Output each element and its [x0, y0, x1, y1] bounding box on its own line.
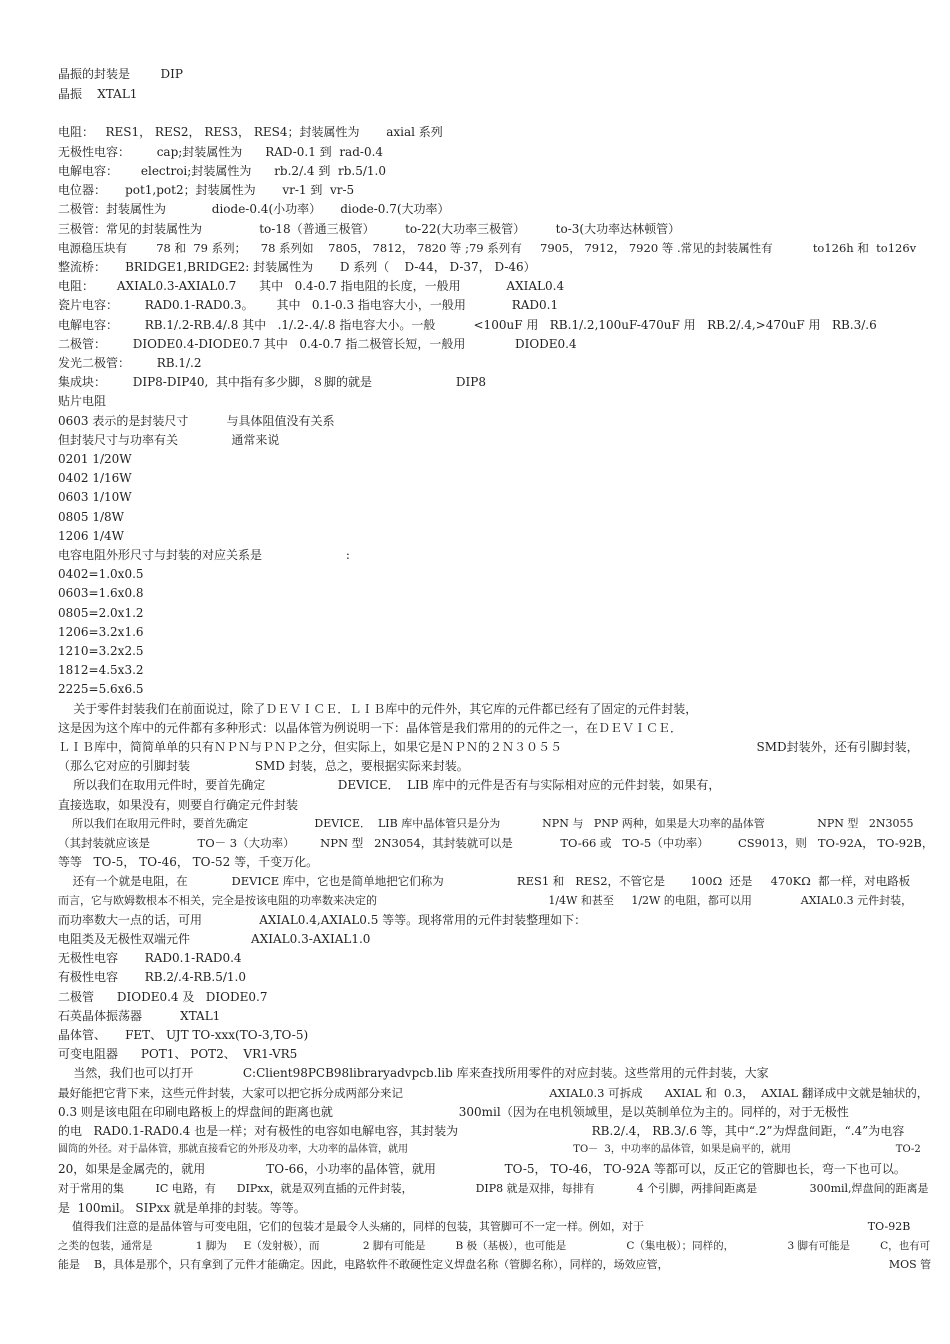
text-line: 可变电阻器 POT1、 POT2、 VR1-VR5	[58, 1047, 298, 1061]
text-line: 关于零件封装我们在前面说过，除了ＤＥＶＩＣＥ．ＬＩＢ库中的元件外，其它库的元件都已经有了固定的元件封装，	[58, 702, 698, 716]
text-line: 0603 1/10W	[58, 490, 132, 504]
text-line: 电位器： pot1,pot2；封装属性为 vr-1 到 vr-5	[58, 183, 355, 197]
text-line: 无极性电容 RAD0.1-RAD0.4	[58, 951, 242, 965]
text-line: 电容电阻外形尺寸与封装的对应关系是 :	[58, 548, 350, 562]
text-line: 0805 1/8W	[58, 510, 124, 524]
text-line: 直接选取，如果没有，则要自行确定元件封装	[58, 798, 299, 812]
text-line: 晶振 XTAL1	[58, 87, 138, 101]
text-line: 二极管 DIODE0.4 及 DIODE0.7	[58, 990, 268, 1004]
text-line: 二极管：封装属性为 diode-0.4(小功率） diode-0.7(大功率）	[58, 202, 450, 216]
text-line: 晶振的封装是 DIP	[58, 67, 183, 81]
text-line: 的电 RAD0.1-RAD0.4 也是一样；对有极性的电容如电解电容，其封装为 RB.2/.4， RB.3/.6 等，其中“.2”为焊盘间距，“.4”为电容	[58, 1124, 905, 1138]
text-line: 还有一个就是电阻，在 DEVICE 库中，它也是简单地把它们称为 RES1 和 RES2，不管它是 100Ω 还是 470KΩ 都一样，对电路板	[58, 874, 911, 888]
text-line: 1206=3.2x1.6	[58, 625, 144, 639]
text-line: 0201 1/20W	[58, 452, 132, 466]
text-line: 无极性电容： cap;封装属性为 RAD-0.1 到 rad-0.4	[58, 145, 384, 159]
text-line: 整流桥： BRIDGE1,BRIDGE2: 封装属性为 D 系列（ D-44， D-37， D-46）	[58, 260, 536, 274]
text-line: 电阻类及无极性双端元件 AXIAL0.3-AXIAL1.0	[58, 932, 371, 946]
text-line: 0.3 则是该电阻在印刷电路板上的焊盘间的距离也就 300mil（因为在电机领域里，是以英制单位为主的。同样的，对于无极性	[58, 1105, 849, 1119]
text-line: 圆筒的外径。对于晶体管，那就直接看它的外形及功率，大功率的晶体管，就用 TO－ 3，中功率的晶体管，如果是扁平的，就用 TO-2	[58, 1144, 921, 1155]
text-line: 对于常用的集 IC 电路，有 DIPxx，就是双列直插的元件封装， DIP8 就是双排，每排有 4 个引脚，两排间距离是 300mil,焊盘间的距离是	[58, 1182, 929, 1195]
text-line: 集成块： DIP8-DIP40, 其中指有多少脚，８脚的就是 DIP8	[58, 375, 486, 389]
text-line: 所以我们在取用元件时，要首先确定 DEVICE． LIB 库中的元件是否有与实际相对应的元件封装，如果有，	[58, 778, 721, 792]
text-line: 0805=2.0x1.2	[58, 606, 144, 620]
text-line: 0603=1.6x0.8	[58, 586, 144, 600]
text-line: 有极性电容 RB.2/.4-RB.5/1.0	[58, 970, 246, 984]
text-line: （其封装就应该是 TO－ 3（大功率） NPN 型 2N3054，其封装就可以是 TO-66 或 TO-5（中功率） CS9013，则 TO-92A， TO-92B，	[58, 836, 934, 850]
text-line: 电源稳压块有 78 和 79 系列； 78 系列如 7805， 7812， 7820 等 ;79 系列有 7905， 7912， 7920 等 .常见的封装属性有 to126h 和 to126v	[58, 241, 917, 255]
text-line: 值得我们注意的是晶体管与可变电阻，它们的包装才是最令人头痛的，同样的包装，其管脚可不一定一样。例如，对于 TO-92B	[58, 1220, 911, 1233]
text-line: 二极管： DIODE0.4-DIODE0.7 其中 0.4-0.7 指二极管长短，一般用 DIODE0.4	[58, 337, 577, 351]
text-line: 电阻： AXIAL0.3-AXIAL0.7 其中 0.4-0.7 指电阻的长度，一般用 AXIAL0.4	[58, 279, 565, 293]
text-line: 瓷片电容： RAD0.1-RAD0.3。 其中 0.1-0.3 指电容大小，一般用 RAD0.1	[58, 298, 559, 312]
text-line: 石英晶体振荡器 XTAL1	[58, 1009, 221, 1023]
text-line: 0603 表示的是封装尺寸 与具体阻值没有关系	[58, 414, 335, 428]
text-line: ＬＩＢ库中，简简单单的只有ＮＰＮ与ＰＮＰ之分，但实际上，如果它是ＮＰＮ的２Ｎ３０５５ SMD封装外，还有引脚封装，	[58, 740, 919, 754]
text-line: 而功率数大一点的话，可用 AXIAL0.4,AXIAL0.5 等等。现将常用的元件封装整理如下：	[58, 913, 587, 927]
text-line: 20，如果是金属壳的，就用 TO-66，小功率的晶体管，就用 TO-5， TO-46， TO-92A 等都可以，反正它的管脚也长，弯一下也可以。	[58, 1162, 906, 1176]
text-line: 而言，它与欧姆数根本不相关，完全是按该电阻的功率数来决定的 1/4W 和甚至 1/2W 的电阻，都可以用 AXIAL0.3 元件封装，	[58, 894, 913, 907]
text-line: 1210=3.2x2.5	[58, 644, 144, 658]
text-line: 三极管：常见的封装属性为 to-18（普通三极管） to-22(大功率三极管） to-3(大功率达林顿管）	[58, 222, 681, 236]
text-line: 这是因为这个库中的元件都有多种形式：以晶体管为例说明一下：晶体管是我们常用的的元件之一，在ＤＥＶＩＣＥ．	[58, 721, 683, 735]
text-line: 晶体管、 FET、 UJT TO-xxx(TO-3,TO-5)	[58, 1028, 309, 1042]
text-line: 当然，我们也可以打开 C:Client98PCB98libraryadvpcb.lib 库来查找所用零件的对应封装。这些常用的元件封装，大家	[58, 1066, 769, 1080]
text-line: 是 100mil。 SIPxx 就是单排的封装。等等。	[58, 1201, 306, 1215]
text-line: 1206 1/4W	[58, 529, 124, 543]
text-line: 电解电容： RB.1/.2-RB.4/.8 其中 .1/.2-.4/.8 指电容大小。一般 <100uF 用 RB.1/.2,100uF-470uF 用 RB.2/.4,>470uF 用 RB.3/.6	[58, 318, 877, 332]
text-line: 等等 TO-5， TO-46， TO-52 等，千变万化。	[58, 855, 319, 869]
text-line: 电阻： RES1， RES2， RES3， RES4；封装属性为 axial 系列	[58, 125, 443, 139]
text-line: 最好能把它背下来，这些元件封装，大家可以把它拆分成两部分来记 AXIAL0.3 可拆成 AXIAL 和 0.3， AXIAL 翻译成中文就是轴状的，	[58, 1086, 929, 1100]
text-line: 所以我们在取用元件时，要首先确定 DEVICE． LIB 库中晶体管只是分为 NPN 与 PNP 两种，如果是大功率的晶体管 NPN 型 2N3055	[58, 817, 914, 830]
text-line: 0402=1.0x0.5	[58, 567, 144, 581]
text-line: 2225=5.6x6.5	[58, 682, 144, 696]
text-line: 能是 B，具体是那个，只有拿到了元件才能确定。因此，电路软件不敢硬性定义焊盘名称（管脚名称），同样的，场效应管， MOS 管	[58, 1258, 932, 1271]
text-line: 0402 1/16W	[58, 471, 132, 485]
text-line: 但封装尺寸与功率有关 通常来说	[58, 433, 280, 447]
text-line: 之类的包装，通常是 1 脚为 E（发射极），而 2 脚有可能是 B 极（基极），也可能是 C（集电极）；同样的， 3 脚有可能是 C，也有可	[58, 1240, 931, 1252]
text-line: 1812=4.5x3.2	[58, 663, 144, 677]
text-line: 电解电容： electroi;封装属性为 rb.2/.4 到 rb.5/1.0	[58, 164, 386, 178]
text-line: （那么它对应的引脚封装 SMD 封装，总之，要根据实际来封装。	[58, 759, 469, 773]
text-line: 发光二极管： RB.1/.2	[58, 356, 202, 370]
text-line: 贴片电阻	[58, 394, 107, 408]
